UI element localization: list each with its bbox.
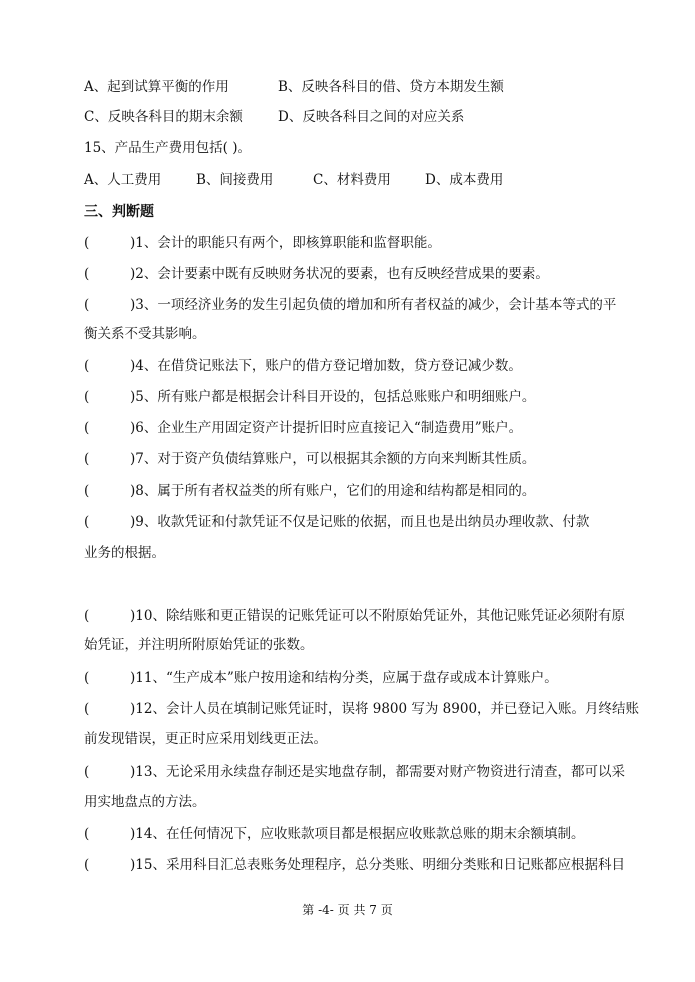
tf-item-text: )11、“生产成本”账户按用途和结构分类，应属于盘存或成本计算账户。: [130, 670, 558, 686]
tf-item-12-continued: 前发现错误，更正时应采用划线更正法。: [84, 731, 327, 747]
tf-item-1: [84, 233, 441, 253]
tf-item-6: [84, 418, 522, 438]
tf-item-text: )6、企业生产用固定资产计提折旧时应直接记入“制造费用”账户。: [130, 420, 523, 436]
tf-item-9: [84, 512, 589, 532]
section-title: 三、判断题: [84, 204, 154, 220]
tf-item-11: [84, 668, 558, 688]
answer-paren: (: [84, 670, 90, 686]
answer-paren: (: [84, 701, 90, 717]
page-footer: 第 -4- 页 共 7 页: [302, 903, 393, 917]
mc-q14-option-b: B、反映各科目的借、贷方本期发生额: [278, 79, 504, 95]
tf-item-text: )13、无论采用永续盘存制还是实地盘存制，都需要对财产物资进行清查，都可以采: [130, 764, 625, 780]
answer-paren: (: [84, 826, 90, 842]
tf-item-13-continued: 用实地盘点的方法。: [84, 794, 206, 810]
tf-item-text: )15、采用科目汇总表账务处理程序，总分类账、明细分类账和日记账都应根据科目: [130, 857, 625, 873]
tf-item-text: )14、在任何情况下，应收账款项目都是根据应收账款总账的期末余额填制。: [130, 826, 585, 842]
tf-item-text: )8、属于所有者权益类的所有账户，它们的用途和结构都是相同的。: [130, 483, 536, 499]
answer-paren: (: [84, 266, 90, 282]
answer-paren: (: [84, 420, 90, 436]
mc-q14-option-d: D、反映各科目之间的对应关系: [278, 109, 465, 125]
answer-paren: (: [84, 451, 90, 467]
tf-item-4: [84, 356, 522, 376]
answer-paren: (: [84, 514, 90, 530]
tf-item-8: [84, 481, 535, 501]
tf-item-text: )9、收款凭证和付款凭证不仅是记账的依据，而且也是出纳员办理收款、付款: [130, 514, 590, 530]
mc-q14-option-a: A、起到试算平衡的作用: [84, 79, 229, 95]
tf-item-10-continued: 始凭证，并注明所附原始凭证的张数。: [84, 637, 314, 653]
tf-item-text: )7、对于资产负债结算账户，可以根据其余额的方向来判断其性质。: [130, 451, 536, 467]
mc-q15-option-a: A、人工费用: [84, 172, 162, 188]
answer-paren: (: [84, 297, 90, 313]
answer-paren: (: [84, 235, 90, 251]
tf-item-5: [84, 387, 535, 407]
tf-item-10: [84, 606, 625, 626]
tf-item-14: [84, 824, 584, 844]
tf-item-12: [84, 699, 639, 719]
tf-item-text: )10、除结账和更正错误的记账凭证可以不附原始凭证外，其他记账凭证必须附有原: [130, 608, 625, 624]
answer-paren: (: [84, 857, 90, 873]
answer-paren: (: [84, 389, 90, 405]
tf-item-9-continued: 业务的根据。: [84, 545, 165, 561]
answer-paren: (: [84, 764, 90, 780]
tf-item-3: [84, 295, 616, 315]
mc-q14-option-c: C、反映各科目的期末余额: [84, 109, 243, 125]
answer-paren: (: [84, 608, 90, 624]
mc-q15-option-c: C、材料费用: [313, 172, 391, 188]
mc-q15-option-b: B、间接费用: [196, 172, 274, 188]
tf-item-2: [84, 264, 549, 284]
tf-item-text: )4、在借贷记账法下，账户的借方登记增加数，贷方登记减少数。: [130, 358, 522, 374]
tf-item-text: )12、会计人员在填制记账凭证时，误将 9800 写为 8900，并已登记入账。月终结账: [130, 701, 640, 717]
tf-item-7: [84, 449, 535, 469]
mc-q15-stem: 15、产品生产费用包括( )。: [84, 140, 252, 156]
tf-item-text: )2、会计要素中既有反映财务状况的要素，也有反映经营成果的要素。: [130, 266, 549, 282]
mc-q15-option-d: D、成本费用: [425, 172, 504, 188]
answer-paren: (: [84, 483, 90, 499]
tf-item-15: [84, 855, 625, 875]
tf-item-text: )3、一项经济业务的发生引起负债的增加和所有者权益的减少，会计基本等式的平: [130, 297, 617, 313]
tf-item-13: [84, 762, 625, 782]
tf-item-3-continued: 衡关系不受其影响。: [84, 326, 206, 342]
tf-item-text: )1、会计的职能只有两个，即核算职能和监督职能。: [130, 235, 441, 251]
tf-item-text: )5、所有账户都是根据会计科目开设的，包括总账账户和明细账户。: [130, 389, 536, 405]
answer-paren: (: [84, 358, 90, 374]
